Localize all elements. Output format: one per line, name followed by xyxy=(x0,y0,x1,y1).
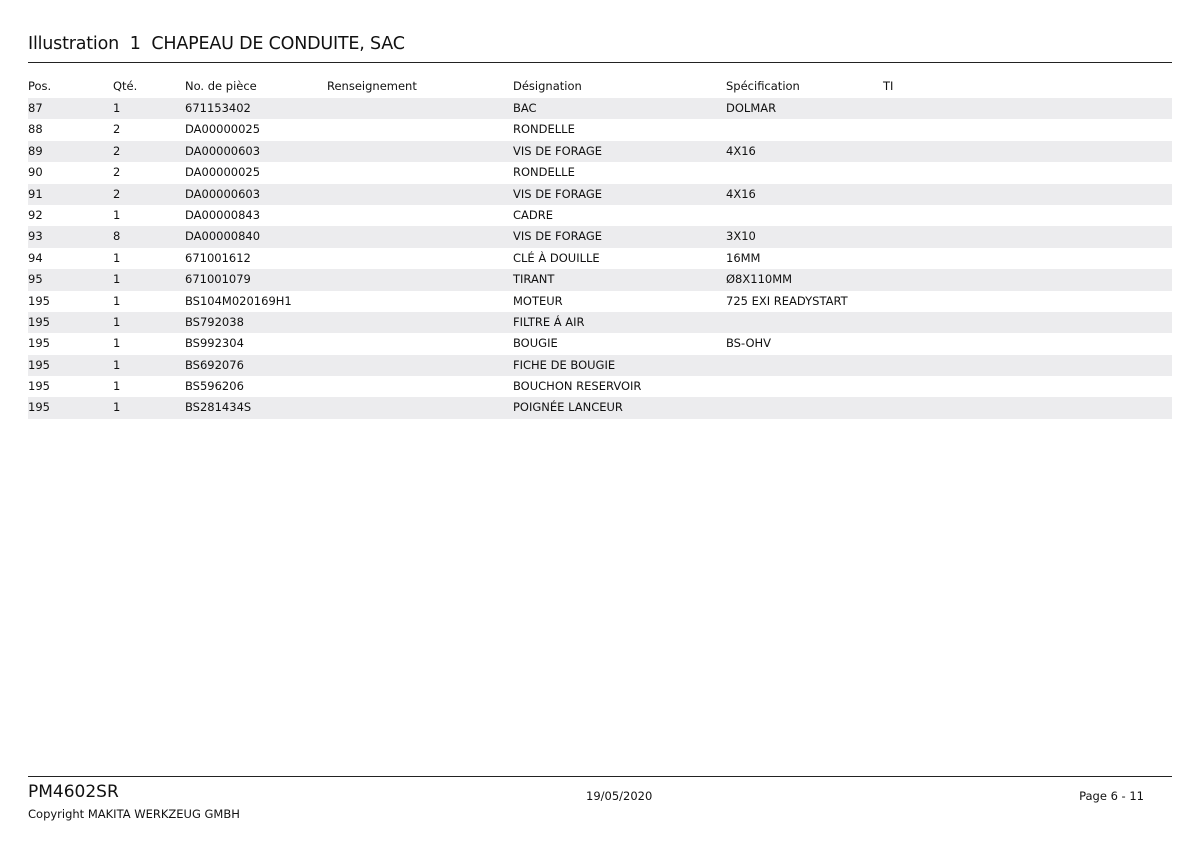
page-title xyxy=(28,34,405,54)
cell-qty: 1 xyxy=(113,400,121,415)
cell-part-number: BS596206 xyxy=(185,379,244,394)
cell-qty: 2 xyxy=(113,186,121,201)
cell-designation: TIRANT xyxy=(513,272,555,287)
cell-designation: BOUGIE xyxy=(513,336,558,351)
cell-pos: 88 xyxy=(28,122,43,137)
cell-pos: 91 xyxy=(28,186,43,201)
cell-designation: POIGNÉE LANCEUR xyxy=(513,400,623,415)
illustration-title: CHAPEAU DE CONDUITE, SAC xyxy=(151,34,405,54)
cell-designation: BAC xyxy=(513,101,537,115)
table-row xyxy=(28,269,1172,290)
cell-pos: 87 xyxy=(28,101,43,115)
table-row xyxy=(28,141,1172,162)
table-row xyxy=(28,184,1172,205)
cell-specification: 4X16 xyxy=(726,143,756,158)
table-row xyxy=(28,333,1172,354)
table-row xyxy=(28,162,1172,183)
cell-designation: CADRE xyxy=(513,207,554,222)
cell-designation: RONDELLE xyxy=(513,122,575,137)
cell-pos: 195 xyxy=(28,336,50,351)
cell-pos: 95 xyxy=(28,272,43,287)
cell-part-number: BS992304 xyxy=(185,336,244,351)
cell-part-number: DA00000840 xyxy=(185,229,261,244)
cell-qty: 1 xyxy=(113,336,121,351)
cell-qty: 1 xyxy=(113,272,121,287)
column-header-info: Renseignement xyxy=(327,79,417,93)
cell-pos: 94 xyxy=(28,250,43,265)
cell-part-number: BS104M020169H1 xyxy=(185,293,292,308)
cell-specification: 4X16 xyxy=(726,186,756,201)
table-row xyxy=(28,98,1172,119)
cell-pos: 89 xyxy=(28,143,43,158)
table-row xyxy=(28,119,1172,140)
table-row xyxy=(28,355,1172,376)
cell-designation: BOUCHON RESERVOIR xyxy=(513,379,642,394)
table-row xyxy=(28,397,1172,418)
cell-specification: 3X10 xyxy=(726,229,756,244)
parts-table xyxy=(28,74,1172,419)
cell-specification: DOLMAR xyxy=(726,101,777,115)
copyright-text: Copyright MAKITA WERKZEUG GMBH xyxy=(28,807,240,821)
cell-designation: RONDELLE xyxy=(513,165,575,180)
cell-pos: 195 xyxy=(28,379,50,394)
cell-pos: 92 xyxy=(28,207,43,222)
column-header-part-number: No. de pièce xyxy=(185,79,257,93)
table-row xyxy=(28,248,1172,269)
table-row xyxy=(28,205,1172,226)
cell-designation: CLÉ À DOUILLE xyxy=(513,250,600,265)
model-number: PM4602SR xyxy=(28,782,119,802)
cell-qty: 1 xyxy=(113,101,121,115)
cell-designation: FICHE DE BOUGIE xyxy=(513,357,616,372)
cell-designation: VIS DE FORAGE xyxy=(513,186,603,201)
cell-designation: VIS DE FORAGE xyxy=(513,229,603,244)
cell-part-number: DA00000843 xyxy=(185,207,261,222)
cell-qty: 1 xyxy=(113,250,121,265)
footer-divider xyxy=(28,776,1172,777)
cell-pos: 195 xyxy=(28,357,50,372)
cell-specification: 725 EXI READYSTART xyxy=(726,293,848,308)
cell-part-number: 671001079 xyxy=(185,272,251,287)
cell-specification: 16MM xyxy=(726,250,761,265)
cell-qty: 8 xyxy=(113,229,121,244)
column-header-designation: Désignation xyxy=(513,79,582,93)
cell-pos: 195 xyxy=(28,314,50,329)
cell-part-number: 671153402 xyxy=(185,101,251,115)
cell-qty: 2 xyxy=(113,143,121,158)
column-header-specification: Spécification xyxy=(726,79,800,93)
cell-designation: VIS DE FORAGE xyxy=(513,143,603,158)
table-row xyxy=(28,226,1172,247)
cell-designation: MOTEUR xyxy=(513,293,563,308)
cell-designation: FILTRE Á AIR xyxy=(513,314,585,329)
illustration-number: 1 xyxy=(129,34,141,54)
header-divider xyxy=(28,62,1172,63)
cell-pos: 90 xyxy=(28,165,43,180)
table-row xyxy=(28,312,1172,333)
cell-part-number: BS692076 xyxy=(185,357,244,372)
table-header xyxy=(28,74,1172,98)
column-header-ti: TI xyxy=(883,79,894,93)
cell-pos: 195 xyxy=(28,400,50,415)
column-header-qty: Qté. xyxy=(113,79,138,93)
cell-qty: 1 xyxy=(113,379,121,394)
cell-specification: Ø8X110MM xyxy=(726,272,793,287)
cell-specification: BS-OHV xyxy=(726,336,772,351)
cell-qty: 1 xyxy=(113,357,121,372)
cell-pos: 93 xyxy=(28,229,43,244)
cell-qty: 1 xyxy=(113,293,121,308)
cell-pos: 195 xyxy=(28,293,50,308)
cell-qty: 1 xyxy=(113,314,121,329)
document-date: 19/05/2020 xyxy=(586,789,653,803)
cell-part-number: BS792038 xyxy=(185,314,244,329)
table-body xyxy=(28,98,1172,419)
illustration-label: Illustration xyxy=(28,34,119,54)
cell-part-number: BS281434S xyxy=(185,400,252,415)
cell-part-number: DA00000603 xyxy=(185,143,261,158)
cell-part-number: DA00000603 xyxy=(185,186,261,201)
table-row xyxy=(28,376,1172,397)
page-number: Page 6 - 11 xyxy=(1079,789,1144,803)
cell-part-number: DA00000025 xyxy=(185,122,261,137)
cell-part-number: DA00000025 xyxy=(185,165,261,180)
cell-part-number: 671001612 xyxy=(185,250,251,265)
cell-qty: 2 xyxy=(113,165,121,180)
column-header-pos: Pos. xyxy=(28,79,52,93)
cell-qty: 2 xyxy=(113,122,121,137)
table-row xyxy=(28,291,1172,312)
cell-qty: 1 xyxy=(113,207,121,222)
